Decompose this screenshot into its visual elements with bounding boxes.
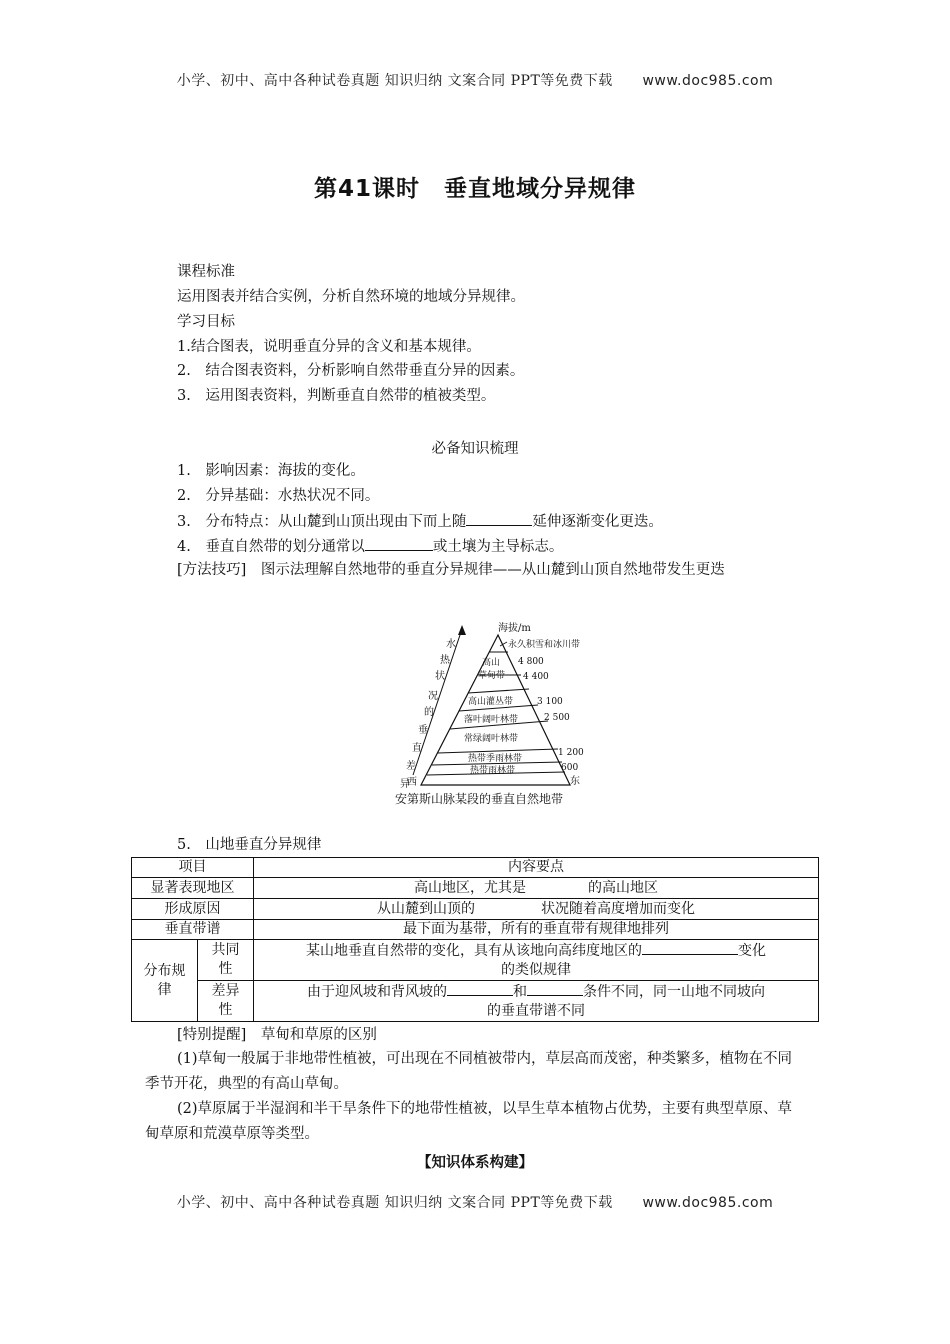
header-text: 小学、初中、高中各种试卷真题 知识归纳 文案合同 PPT等免费下载	[176, 73, 613, 89]
knowledge-item-4-a: 4. 垂直自然带的划分通常以	[177, 539, 365, 555]
axis-label: 海拔/m	[498, 623, 531, 634]
row1-text-b: 的高山地区	[588, 880, 658, 896]
row-content	[254, 981, 819, 1022]
standard-text: 运用图表并结合实例，分析自然环境的地域分异规律。	[177, 289, 525, 305]
side-char: 的	[424, 707, 434, 718]
side-char: 直	[412, 743, 422, 754]
row-content	[254, 940, 819, 981]
footer-url[interactable]: www.doc985.com	[642, 1195, 774, 1211]
tip-paragraph-2: (2)草原属于半湿润和半干旱条件下的地带性植被，以旱生草本植物占优势，主要有典型草原、草甸草原和荒漠草原等类型。	[145, 1101, 793, 1142]
footer-text: 小学、初中、高中各种试卷真题 知识归纳 文案合同 PPT等免费下载	[176, 1195, 613, 1211]
row4-label-text: 分布规律	[143, 962, 186, 998]
row-content: 最下面为基带，所有的垂直带有规律地排列	[254, 920, 819, 940]
row4a-sub-text: 共同性	[211, 942, 240, 977]
goal-item-1: 1.结合图表，说明垂直分异的含义和基本规律。	[177, 339, 481, 355]
west-label: 西	[407, 777, 417, 788]
section5-heading: 5. 山地垂直分异规律	[177, 837, 322, 853]
table-row	[132, 899, 819, 920]
table-header-row	[132, 858, 819, 878]
zone-label: 落叶阔叶林带	[464, 715, 519, 725]
knowledge-item-3	[177, 511, 663, 532]
knowledge-item-4-b: 或土壤为主导标志。	[432, 539, 564, 555]
row-label	[132, 940, 198, 1022]
answer-blank[interactable]	[365, 536, 433, 551]
goals-heading: 学习目标	[177, 314, 235, 330]
elevation-label: 1 200	[558, 748, 584, 758]
tip-heading: [特别提醒] 草甸和草原的区别	[177, 1027, 377, 1043]
goal-item-2: 2. 结合图表资料，分析影响自然带垂直分异的因素。	[177, 363, 525, 379]
sub-label	[198, 940, 254, 981]
row4a-text-c: 的类似规律	[501, 962, 571, 978]
elevation-label: 2 500	[544, 713, 570, 723]
answer-blank[interactable]	[475, 899, 541, 913]
knowledge-item-4	[177, 536, 563, 557]
row-label: 垂直带谱	[132, 920, 254, 940]
page-footer	[0, 1192, 950, 1212]
row2-text-a: 从山麓到山顶的	[377, 901, 475, 917]
row4a-text-a: 某山地垂直自然带的变化，具有从该地向高纬度地区的	[306, 943, 642, 959]
diagram-caption: 安第斯山脉某段的垂直自然地带	[395, 792, 564, 806]
goal-item-3: 3. 运用图表资料，判断垂直自然带的植被类型。	[177, 388, 496, 404]
method-tip: [方法技巧] 图示法理解自然地带的垂直分异规律——从山麓到山顶自然地带发生更迭	[177, 562, 725, 578]
table-row	[132, 920, 819, 940]
header-url[interactable]: www.doc985.com	[642, 73, 774, 89]
row-label: 显著表现地区	[132, 878, 254, 899]
zone-label: 高山灌丛带	[468, 697, 514, 707]
vertical-zone-diagram	[380, 615, 620, 810]
table-row	[132, 940, 819, 981]
side-char: 差	[406, 761, 416, 772]
row1-text-a: 高山地区，尤其是	[414, 880, 526, 896]
arrow-head	[458, 625, 466, 635]
answer-blank[interactable]	[526, 878, 588, 892]
knowledge-heading: 必备知识梳理	[431, 441, 519, 457]
zone-line	[438, 749, 558, 753]
zone-label: 常绿阔叶林带	[464, 734, 519, 744]
col-item: 项目	[132, 858, 254, 878]
system-heading: 【知识体系构建】	[417, 1154, 533, 1171]
knowledge-item-3-b: 延伸逐渐变化更迭。	[532, 514, 663, 530]
east-label: 东	[570, 776, 580, 787]
row4b-text-b: 和	[513, 984, 527, 1000]
side-char: 异	[400, 779, 410, 790]
side-char: 水	[446, 639, 456, 650]
table-row	[132, 878, 819, 899]
rules-table	[131, 857, 819, 1022]
knowledge-item-2: 2. 分异基础：水热状况不同。	[177, 488, 380, 504]
answer-blank[interactable]	[642, 940, 738, 955]
page-header	[0, 70, 950, 90]
elevation-label: 3 100	[537, 697, 563, 707]
elevation-label: 600	[561, 763, 579, 773]
zone-line	[468, 689, 529, 693]
answer-blank[interactable]	[466, 511, 532, 526]
row-label: 形成原因	[132, 899, 254, 920]
row4b-text-a: 由于迎风坡和背风坡的	[307, 984, 447, 1000]
row4b-sub-text: 差异性	[211, 983, 240, 1018]
answer-blank[interactable]	[447, 981, 513, 996]
row4b-text-d: 的垂直带谱不同	[487, 1003, 585, 1019]
row4b-text-c: 条件不同，同一山地不同坡向	[583, 984, 765, 1000]
tip-paragraph-1: (1)草甸一般属于非地带性植被，可出现在不同植被带内，草层高而茂密，种类繁多，植物在不同季节开花，典型的有高山草甸。	[145, 1051, 793, 1092]
zone-label: 高山	[482, 658, 501, 668]
zone-label: 草甸带	[478, 671, 506, 681]
row4a-text-b: 变化	[738, 943, 766, 959]
elevation-label: 4 400	[523, 672, 549, 682]
standard-heading: 课程标准	[177, 264, 235, 280]
zone-label: 热带雨林带	[470, 766, 516, 776]
zone-label: 永久积雪和冰川带	[508, 640, 581, 650]
side-char: 状	[435, 671, 445, 682]
knowledge-item-3-a: 3. 分布特点：从山麓到山顶出现由下而上随	[177, 514, 467, 530]
page-title: 第41课时 垂直地域分异规律	[313, 176, 636, 202]
sub-label	[198, 981, 254, 1022]
side-char: 热	[440, 655, 450, 666]
row-content	[254, 878, 819, 899]
zone-label: 热带季雨林带	[468, 754, 523, 764]
knowledge-item-1: 1. 影响因素：海拔的变化。	[177, 463, 365, 479]
side-char: 垂	[418, 725, 428, 736]
side-char: 况	[428, 691, 438, 702]
col-content: 内容要点	[254, 858, 819, 878]
answer-blank[interactable]	[527, 981, 583, 996]
row-content	[254, 899, 819, 920]
elevation-label: 4 800	[518, 657, 544, 667]
table-row	[132, 981, 819, 1022]
row2-text-b: 状况随着高度增加而变化	[541, 901, 695, 917]
